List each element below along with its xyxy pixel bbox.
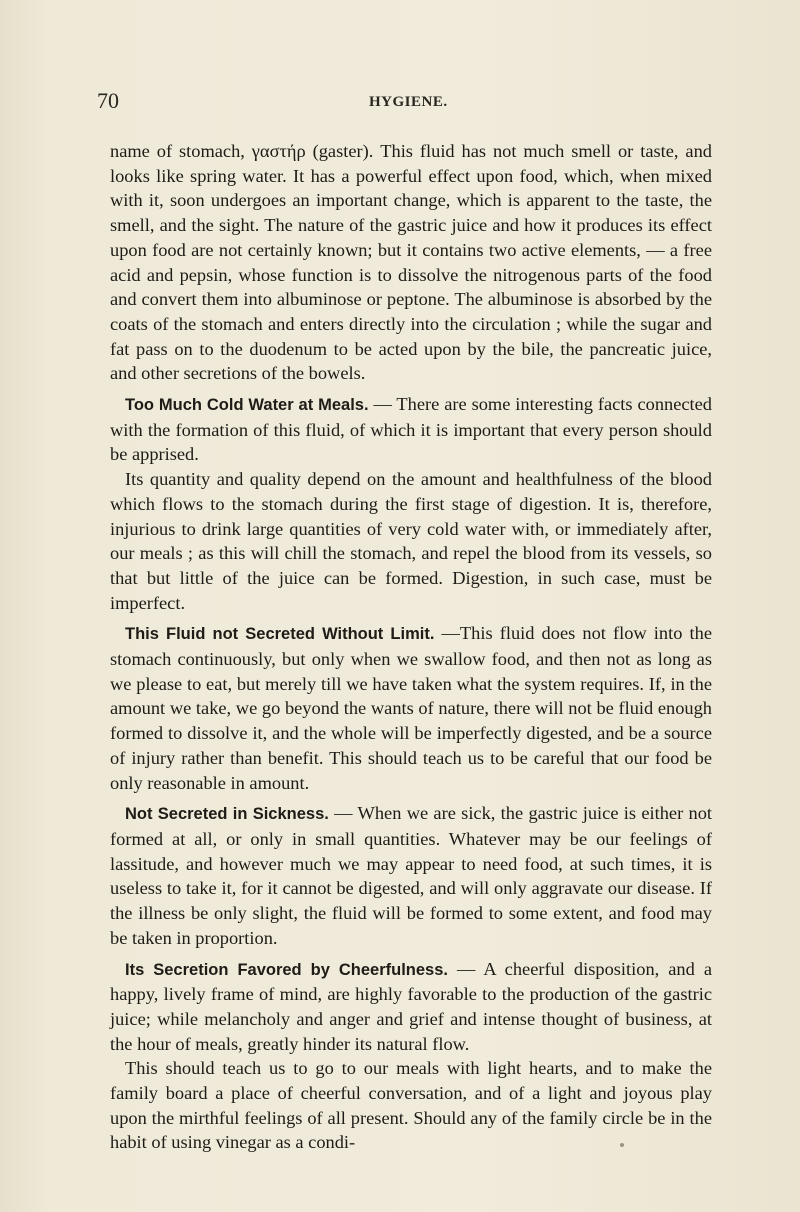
paragraph-text: Its quantity and quality depend on the amount and healthfulness of the blood which flows to the stomach during the first stage of digestion. It is, therefore, injurious to drink large quantities of very cold water with, or immediately after, our meals ; as this will chill the stomach, and repel the blood from its vessels, so that but little of the juice can be formed. Digestion, in such case, must be imperfect. (110, 469, 712, 613)
running-head: HYGIENE. (369, 94, 448, 110)
section-heading: Too Much Cold Water at Meals. (125, 396, 369, 415)
section-heading: Its Secretion Favored by Cheerfulness. (125, 960, 448, 979)
paragraph-text: This should teach us to go to our meals with light hearts, and to make the family board a place of cheerful conversation, and of a light and joyous play upon the mirthful feelings of all present. Should any of the family circle be in the habit of using vinegar as a condi- (110, 1058, 712, 1153)
paragraph-text: —This fluid does not flow into the stomach continuously, but only when we swallow food, and then not as long as we please to eat, but merely till we have taken what the system requires. If, in the amount we take, we go beyond the wants of nature, there will not be fluid enough formed to dissolve it, and the whole will be imperfectly digested, and be a source of injury rather than benefit. This should teach us to be careful that our food be only reasonable in amount. (110, 623, 712, 793)
paragraph-text: — When we are sick, the gastric juice is either not formed at all, or only in small quantities. Whatever may be our feelings of lassitude, and however much we may appear to need food, at such times, it is useless to take it, for it cannot be digested, and will only aggravate our disease. If the illness be only slight, the fluid will be formed to some extent, and food may be taken in proportion. (110, 803, 712, 948)
paragraph (110, 139, 712, 386)
paragraph (110, 467, 712, 615)
paragraph-text: — There are some interesting facts connected with the formation of this fluid, of which it is important that every person should be apprised. (110, 394, 712, 465)
section-heading: Not Secreted in Sickness. (125, 805, 329, 824)
paragraph (110, 392, 712, 467)
page-number: 70 (97, 88, 119, 113)
paragraph (110, 957, 712, 1057)
section-heading: This Fluid not Secreted Without Limit. (125, 625, 435, 644)
paragraph (110, 621, 712, 795)
page-header (97, 88, 717, 118)
body-text (110, 139, 712, 1155)
print-speck (620, 1143, 624, 1147)
paragraph-text: name of stomach, γαστήρ (gaster). This fluid has not much smell or taste, and looks like spring water. It has a powerful effect upon food, which, when mixed with it, soon undergoes an important change, which is apparent to the taste, the smell, and the sight. The nature of the gastric juice and how it produces its effect upon food are not certainly known; but it contains two active elements, — a free acid and pepsin, whose function is to dissolve the nitrogenous parts of the food and convert them into albuminose or peptone. The albuminose is absorbed by the coats of the stomach and enters directly into the circulation ; while the sugar and fat pass on to the duodenum to be acted upon by the bile, the pancreatic juice, and other secretions of the bowels. (110, 141, 712, 384)
paragraph-text: — A cheerful disposition, and a happy, lively frame of mind, are highly favorable to the production of the gastric juice; while melancholy and anger and grief and intense thought of business, at the hour of meals, greatly hinder its natural flow. (110, 958, 712, 1054)
paragraph (110, 801, 712, 950)
paragraph (110, 1056, 712, 1155)
